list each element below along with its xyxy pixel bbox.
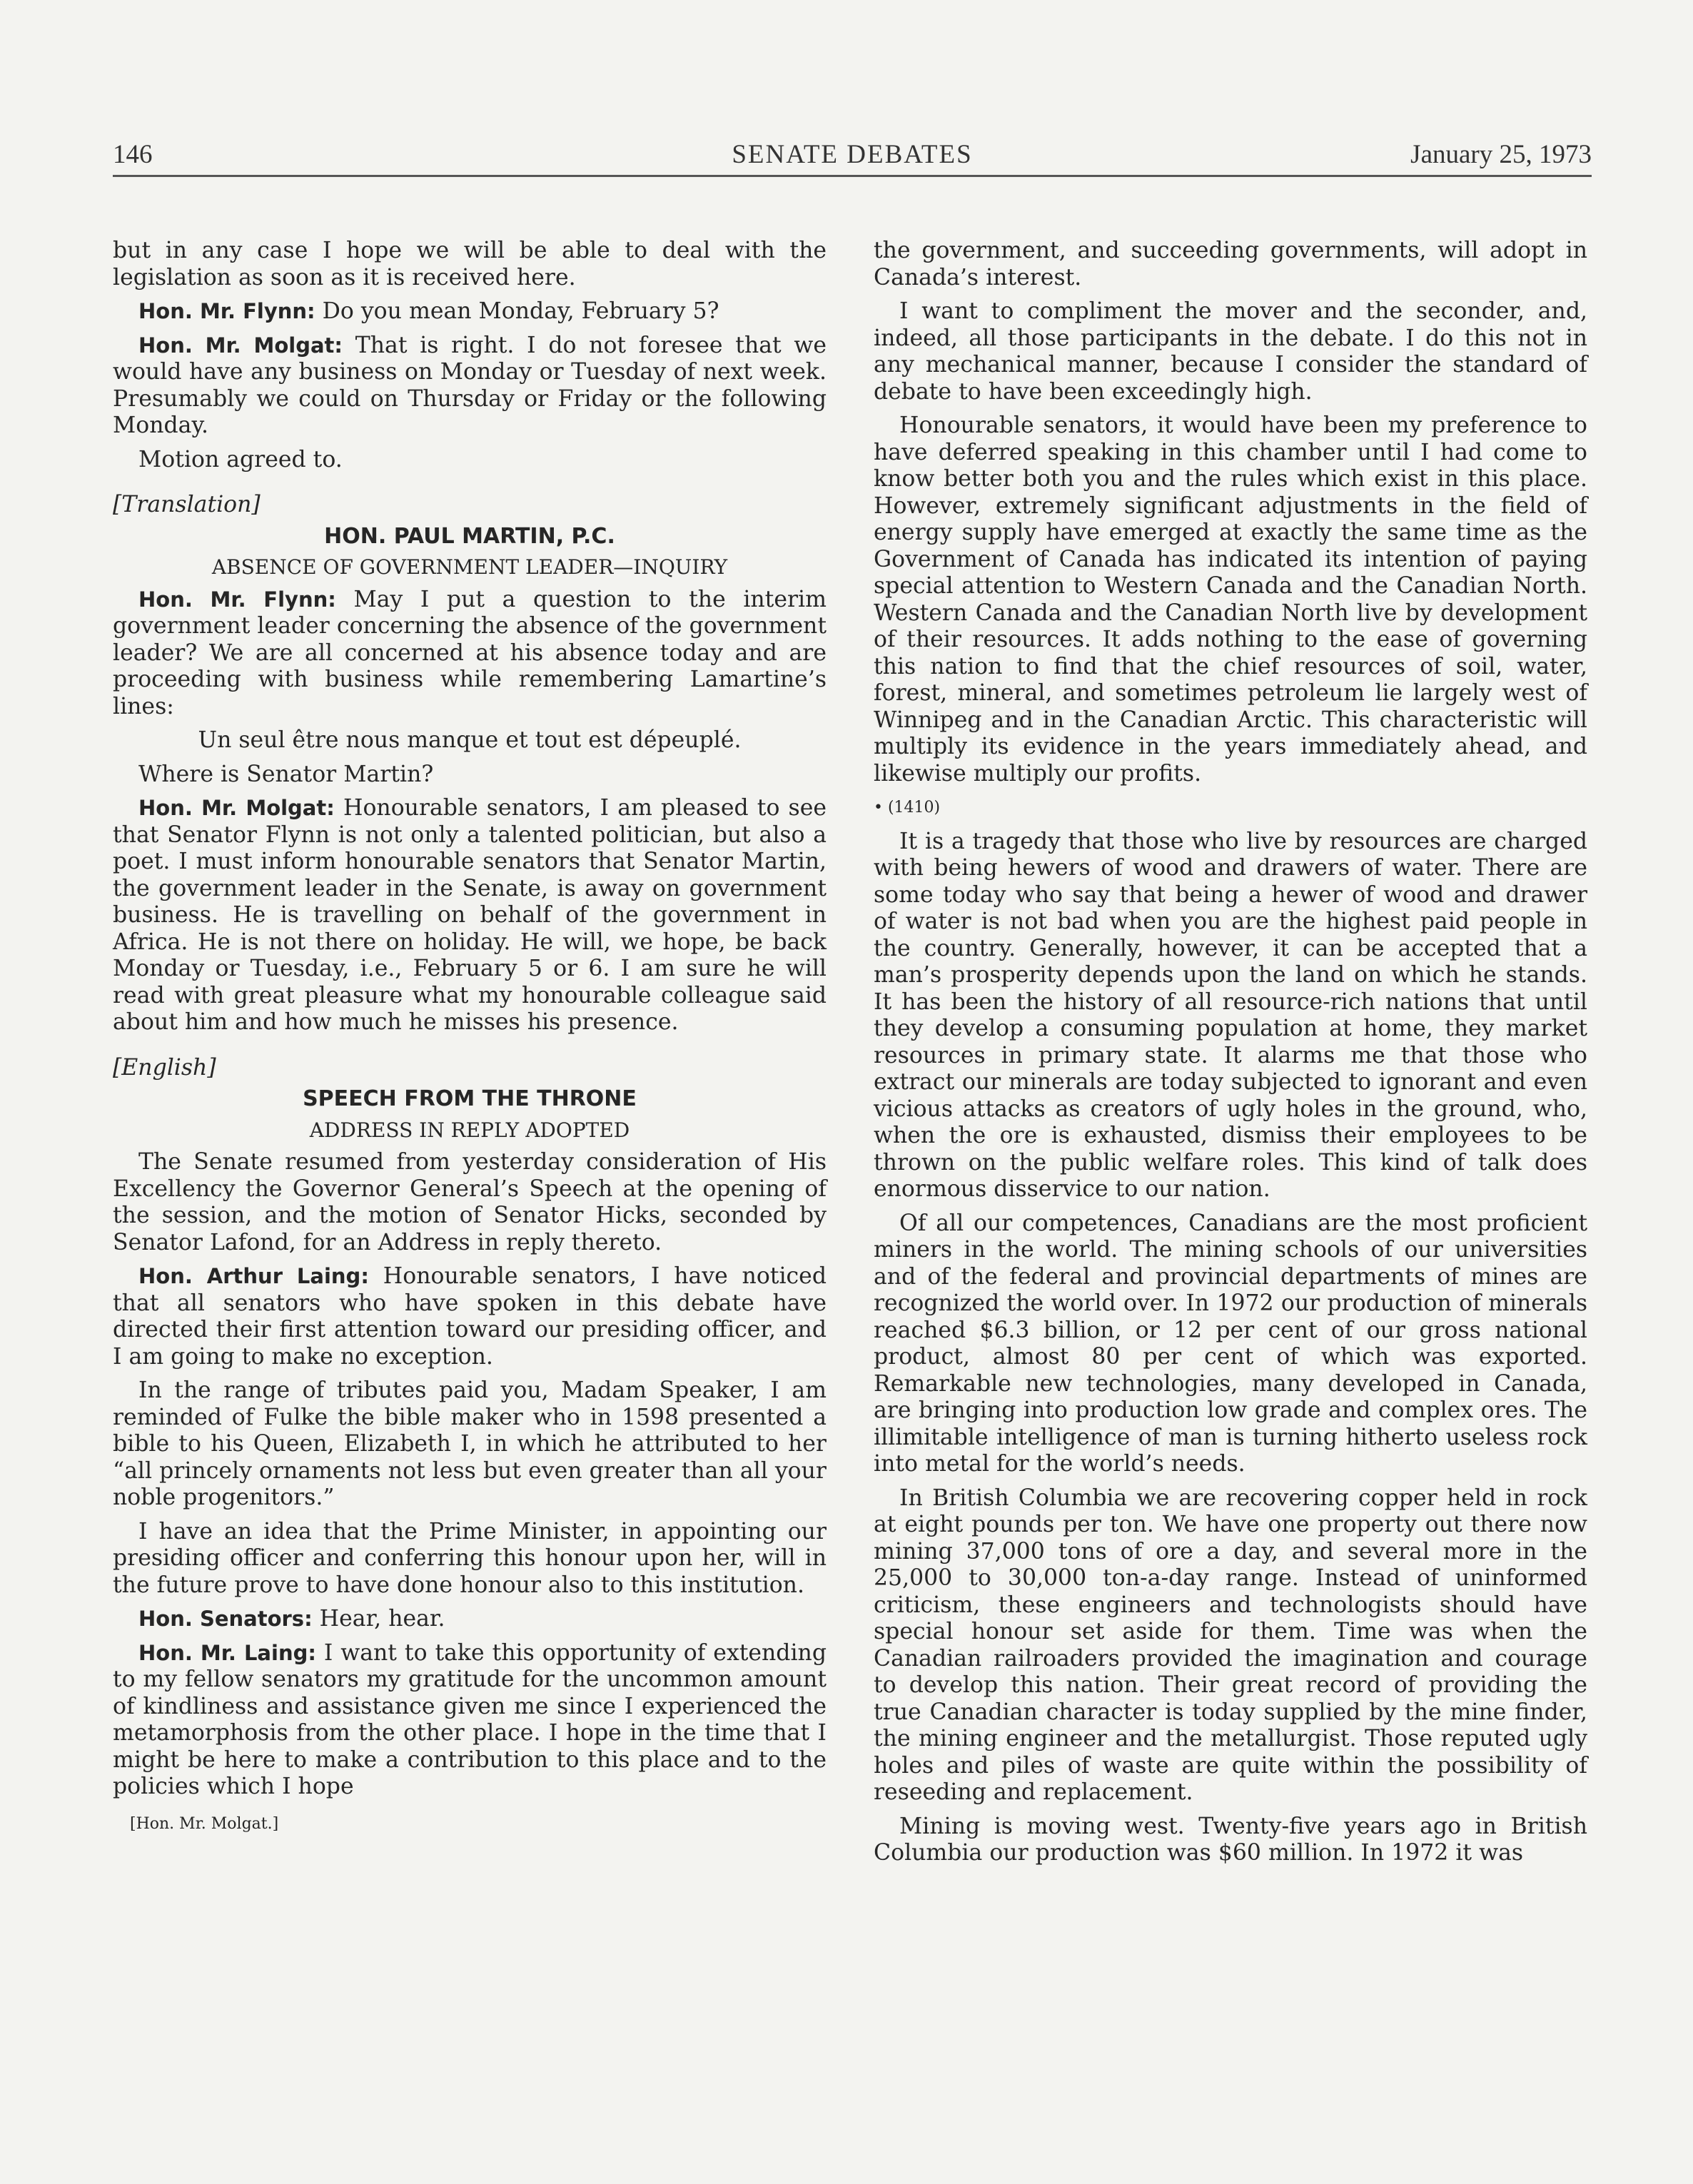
paragraph: In British Columbia we are recovering copper held in rock at eight pounds per ton. We have one property out there now mining 37,000 tons of ore a day, and several more in the 25,000 to 30,000 ton-a-day range. Instead of uninformed criticism, these engineers and technologists should have special honour set aside for them. Time was when the Canadian railroaders provided the imagination and courage to develop this nation. Their great record of providing the true Canadian character is today supplied by the mine finder, the mining engineer and the metallurgist. Those reputed ugly holes and piles of waste are quite within the possibility of reseeding and replacement. <box>874 1485 1587 1805</box>
speech-text: I want to take this opportunity of extending to my fellow senators my gratitude for the uncommon amount of kindliness and assistance given me since I experienced the metamorphosis from the other place. I hope in the time that I might be here to make a contribution to this place and to the policies which I hope <box>113 1639 827 1799</box>
section-heading: SPEECH FROM THE THRONE <box>303 1086 637 1111</box>
speaker-name: Hon. Mr. Molgat: <box>138 333 343 358</box>
speaker-name: Hon. Arthur Laing: <box>138 1264 369 1288</box>
paragraph: Motion agreed to. <box>138 446 343 472</box>
time-marker: • (1410) <box>874 799 941 817</box>
paragraph: Honourable senators, it would have been my preference to have deferred speaking in this chamber until I had come to know better both you and the rules which exist in this place. However, extremely significant adjustments in the field of energy supply have emerged at exactly the same time as the Government of Canada has indicated its intention of paying special attention to Western Canada and the Canadian North. Western Canada and the Canadian North live by development of their resources. It adds nothing to the ease of governing this nation to find that the chief resources of soil, water, forest, mineral, and sometimes petroleum lie largely west of Winnipeg and in the Canadian Arctic. This characteristic will multiply its evidence in the years immediately ahead, and likewise multiply our profits. <box>874 413 1587 787</box>
speech-text: Honourable senators, I have noticed that all senators who have spoken in this debate have directed their first attention toward our presiding officer, and I am going to make no exception. <box>113 1263 827 1370</box>
speech-paragraph <box>113 1263 827 1370</box>
speech-paragraph <box>113 795 827 1036</box>
speech-text: May I put a question to the interim government leader concerning the absence of the government leader? We are all concerned at his absence today and are proceeding with business while remembering Lamartine’s lines: <box>113 586 827 719</box>
section-heading: HON. PAUL MARTIN, P.C. <box>324 523 615 549</box>
paragraph: It is a tragedy that those who live by resources are charged with being hewers of wood and drawers of water. There are some today who say that being a hewer of wood and drawer of water is not bad when you are the highest paid people in the country. Generally, however, it can be accepted that a man’s prosperity depends upon the land on which he stands. It has been the history of all resource-rich nations that until they develop a consuming population at home, they market resources in primary state. It alarms me that those who extract our minerals are today subjected to ignorant and even vicious attacks as creators of ugly holes in the ground, who, when the ore is exhausted, dismiss their employees to be thrown on the public welfare roles. This kind of talk does enormous disservice to our nation. <box>874 828 1587 1202</box>
speaker-name: Hon. Mr. Flynn: <box>138 587 336 612</box>
speaker-name: Hon. Mr. Flynn: <box>138 299 315 323</box>
section-subheading: ADDRESS IN REPLY ADOPTED <box>309 1118 630 1142</box>
paragraph: the government, and succeeding governments, will adopt in Canada’s interest. <box>874 238 1587 290</box>
speaker-name: Hon. Mr. Laing: <box>138 1640 316 1665</box>
paragraph: but in any case I hope we will be able to deal with the legislation as soon as it is received here. <box>113 238 827 290</box>
quotation: Un seul être nous manque et tout est dépeuplé. <box>198 727 742 753</box>
speech-paragraph <box>113 298 827 325</box>
paragraph: Where is Senator Martin? <box>138 761 434 787</box>
language-marker: [Translation] <box>113 492 261 517</box>
speech-paragraph <box>113 1606 827 1633</box>
right-column <box>874 238 1587 1874</box>
publication-title: SENATE DEBATES <box>732 140 973 169</box>
speech-paragraph <box>113 333 827 440</box>
speech-text: That is right. I do not foresee that we would have any business on Monday or Tuesday of next week. Presumably we could on Thursday or Friday or the following Monday. <box>113 332 827 438</box>
page-number: 146 <box>113 140 153 169</box>
speech-text: Do you mean Monday, February 5? <box>315 298 719 324</box>
paragraph: In the range of tributes paid you, Madam Speaker, I am reminded of Fulke the bible maker who in 1598 presented a bible to his Queen, Elizabeth I, in which he attributed to her “all princely ornaments not less but even greater than all your noble progenitors.” <box>113 1377 827 1510</box>
section-subheading: ABSENCE OF GOVERNMENT LEADER—INQUIRY <box>211 555 728 579</box>
page-header <box>113 139 1592 177</box>
paragraph: The Senate resumed from yesterday consideration of His Excellency the Governor General’s Speech at the opening of the session, and the motion of Senator Hicks, seconded by Senator Lafond, for an Address in reply thereto. <box>113 1149 827 1255</box>
speech-paragraph <box>113 1640 827 1801</box>
paragraph: Of all our competences, Canadians are the most proficient miners in the world. The mining schools of our universities and of the federal and provincial departments of mines are recognized the world over. In 1972 our production of minerals reached $6.3 billion, or 12 per cent of our gross national product, almost 80 per cent of which was exported. Remarkable new technologies, many developed in Canada, are bringing into production low grade and complex ores. The illimitable intelligence of man is turning hitherto useless rock into metal for the world’s needs. <box>874 1210 1587 1477</box>
paragraph: I have an idea that the Prime Minister, in appointing our presiding officer and conferring this honour upon her, will in the future prove to have done honour also to this institution. <box>113 1518 827 1598</box>
paragraph: I want to compliment the mover and the seconder, and, indeed, all those participants in the debate. I do this not in any mechanical manner, because I consider the standard of debate to have been exceedingly high. <box>874 298 1587 405</box>
speech-text: Hear, hear. <box>312 1606 445 1632</box>
speech-paragraph <box>113 587 827 721</box>
footnote: [Hon. Mr. Molgat.] <box>130 1814 279 1833</box>
paragraph: Mining is moving west. Twenty-five years ago in British Columbia our production was $60 million. In 1972 it was <box>874 1813 1587 1866</box>
language-marker: [English] <box>113 1054 216 1081</box>
page-date: January 25, 1973 <box>1410 140 1592 169</box>
speaker-name: Hon. Senators: <box>138 1607 313 1631</box>
speech-text: Honourable senators, I am pleased to see that Senator Flynn is not only a talented politician, but also a poet. I must inform honourable senators that Senator Martin, the government leader in the Senate, is away on government business. He is travelling on behalf of the government in Africa. He is not there on holiday. He will, we hope, be back Monday or Tuesday, i.e., February 5 or 6. I am sure he will read with great pleasure what my honourable colleague said about him and how much he misses his presence. <box>113 795 827 1035</box>
speaker-name: Hon. Mr. Molgat: <box>138 796 335 820</box>
left-column <box>113 238 827 1844</box>
